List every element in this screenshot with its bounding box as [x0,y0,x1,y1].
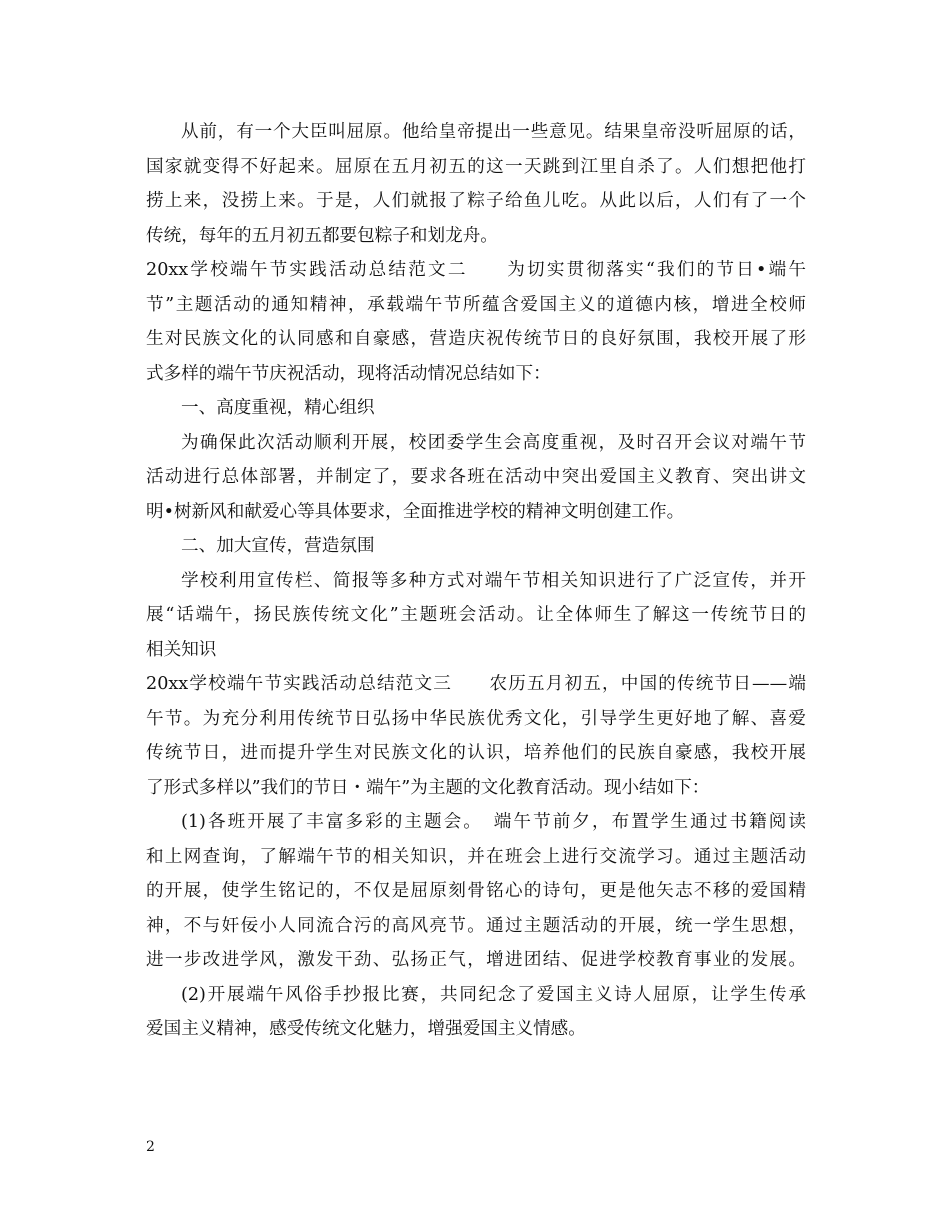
text-line: 一、高度重视，精心组织 [181,398,375,418]
text-line: 节”主题活动的通知精神，承载端午节所蕴含爱国主义的道德内核，增进全校师 [146,294,806,315]
text-line: 20xx学校端午节实践活动总结范文二 为切实贯彻落实“我们的节日•端午 [146,260,806,280]
text-line: 20xx学校端午节实践活动总结范文三 农历五月初五，中国的传统节日——端 [146,674,806,694]
text-line: 的开展，使学生铭记的，不仅是屈原刻骨铭心的诗句，更是他矢志不移的爱国精 [146,881,806,901]
text-line: 展“话端午，扬民族传统文化”主题班会活动。让全体师生了解这一传统节日的 [146,605,806,625]
text-line: 为确保此次活动顺利开展，校团委学生会高度重视，及时召开会议对端午节 [181,432,806,453]
text-line: (2)开展端午风俗手抄报比赛，共同纪念了爱国主义诗人屈原，让学生传承 [181,984,806,1005]
text-line: 二、加大宣传，营造氛围 [181,536,375,556]
text-line: 式多样的端午节庆祝活动，现将活动情况总结如下： [146,363,551,384]
text-line: 传统节日，进而提升学生对民族文化的认识，培养他们的民族自豪感，我校开展 [146,743,806,763]
page-number: 2 [146,1139,155,1155]
text-line: 从前，有一个大臣叫屈原。他给皇帝提出一些意见。结果皇帝没听屈原的话， [181,122,806,142]
text-line: 捞上来，没捞上来。于是，人们就报了粽子给鱼儿吃。从此以后，人们有了一个 [146,191,806,211]
text-line: 神，不与奸佞小人同流合污的高风亮节。通过主题活动的开展，统一学生思想， [146,915,806,936]
text-line: 国家就变得不好起来。屈原在五月初五的这一天跳到江里自杀了。人们想把他打 [146,156,806,177]
text-line: 午节。为充分利用传统节日弘扬中华民族优秀文化，引导学生更好地了解、喜爱 [146,708,806,729]
text-line: 活动进行总体部署，并制定了，要求各班在活动中突出爱国主义教育、突出讲文 [146,467,806,487]
text-line: 生对民族文化的认同感和自豪感，营造庆祝传统节日的良好氛围，我校开展了形 [146,329,806,349]
text-line: 和上网查询，了解端午节的相关知识，并在班会上进行交流学习。通过主题活动 [146,846,806,867]
text-line: 学校利用宣传栏、简报等多种方式对端午节相关知识进行了广泛宣传，并开 [181,570,806,591]
text-line: 明•树新风和献爱心等具体要求，全面推进学校的精神文明创建工作。 [146,501,685,522]
document-body [146,115,806,1047]
text-line: 传统，每年的五月初五都要包粽子和划龙舟。 [146,225,498,246]
text-line: 相关知识 [146,639,217,660]
text-line: 了形式多样以”我们的节日・端午”为主题的文化教育活动。现小结如下： [146,777,710,798]
text-line: 进一步改进学风，激发干劲、弘扬正气，增进团结、促进学校教育事业的发展。 [146,950,806,970]
text-line: (1)各班开展了丰富多彩的主题会。 端午节前夕，布置学生通过书籍阅读 [181,812,806,832]
text-line: 爱国主义精神，感受传统文化魅力，增强爱国主义情感。 [146,1019,586,1039]
